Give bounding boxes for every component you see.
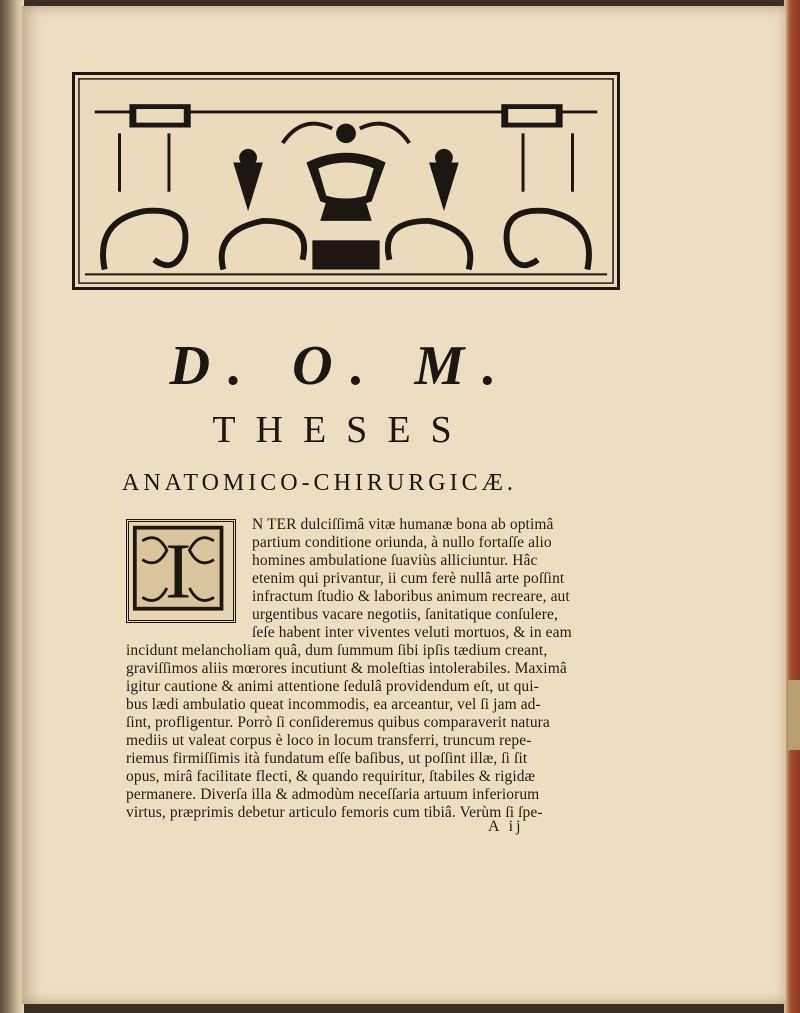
drop-cap-letter: I (164, 527, 192, 616)
text-line: mediis ut valeat corpus è loco in locum transferri, truncum repe- (126, 732, 532, 749)
book-page (22, 6, 786, 1004)
dom-heading: D. O. M. (169, 335, 515, 397)
decorated-initial-icon (129, 522, 233, 620)
drop-cap-initial (126, 519, 236, 623)
theses-title: THESES (212, 409, 472, 451)
subtitle: ANATOMICO-CHIRURGICÆ. (122, 470, 517, 496)
text-line: opus, mirâ facilitate flecti, & quando requiritur, ſtabiles & rigidæ (126, 768, 536, 785)
book-binding-left (0, 0, 24, 1013)
text-line: etenim qui privantur, ii cum ferè nullâ arte poſſint (252, 570, 565, 587)
text-line: partium conditione oriunda, à nullo fortaſſe alio (252, 534, 552, 551)
text-line: infractum ſtudio & laboribus animum recreare, aut (252, 588, 570, 605)
text-line: graviſſimos aliis mœrores incutiunt & moleſtias intolerabiles. Maximâ (126, 660, 567, 677)
text-line: ſint, profligentur. Porrò ſi conſideremus quibus comparaverit natura (126, 714, 550, 731)
text-line: urgentibus vacare negotiis, ſanitatique conſulere, (252, 606, 559, 623)
text-line: ſeſe habent inter viventes veluti mortuos, & in eam (252, 624, 572, 641)
page-number: A ij (488, 818, 524, 835)
text-line: permanere. Diverſa illa & admodùm neceſſaria artuum inferiorum (126, 786, 540, 803)
text-line: homines ambulatione ſuaviùs alliciuntur. Hâc (252, 552, 538, 569)
ornamental-headpiece (72, 72, 620, 290)
text-line: igitur cautione & animi attentione ſedulâ providendum eſt, ut qui- (126, 678, 539, 695)
page-tab (788, 680, 800, 750)
text-line: N TER dulciſſimâ vitæ humanæ bona ab optimâ (252, 516, 554, 533)
book-binding-right (784, 0, 800, 1013)
text-line: incidunt melancholiam quâ, dum ſummum ſibi ipſis tædium creant, (126, 642, 548, 659)
text-line: bus lædi ambulatio queat incommodis, ea arceantur, vel ſi jam ad- (126, 696, 541, 713)
text-line: riemus firmiſſimis ità fundatum eſſe baſibus, ut poſſint illæ, ſi ſit (126, 750, 528, 767)
text-line: virtus, præprimis debetur articulo femoris cum tibiâ. Verùm ſi ſpe- (126, 804, 543, 821)
woodcut-ornament-icon (75, 75, 617, 287)
